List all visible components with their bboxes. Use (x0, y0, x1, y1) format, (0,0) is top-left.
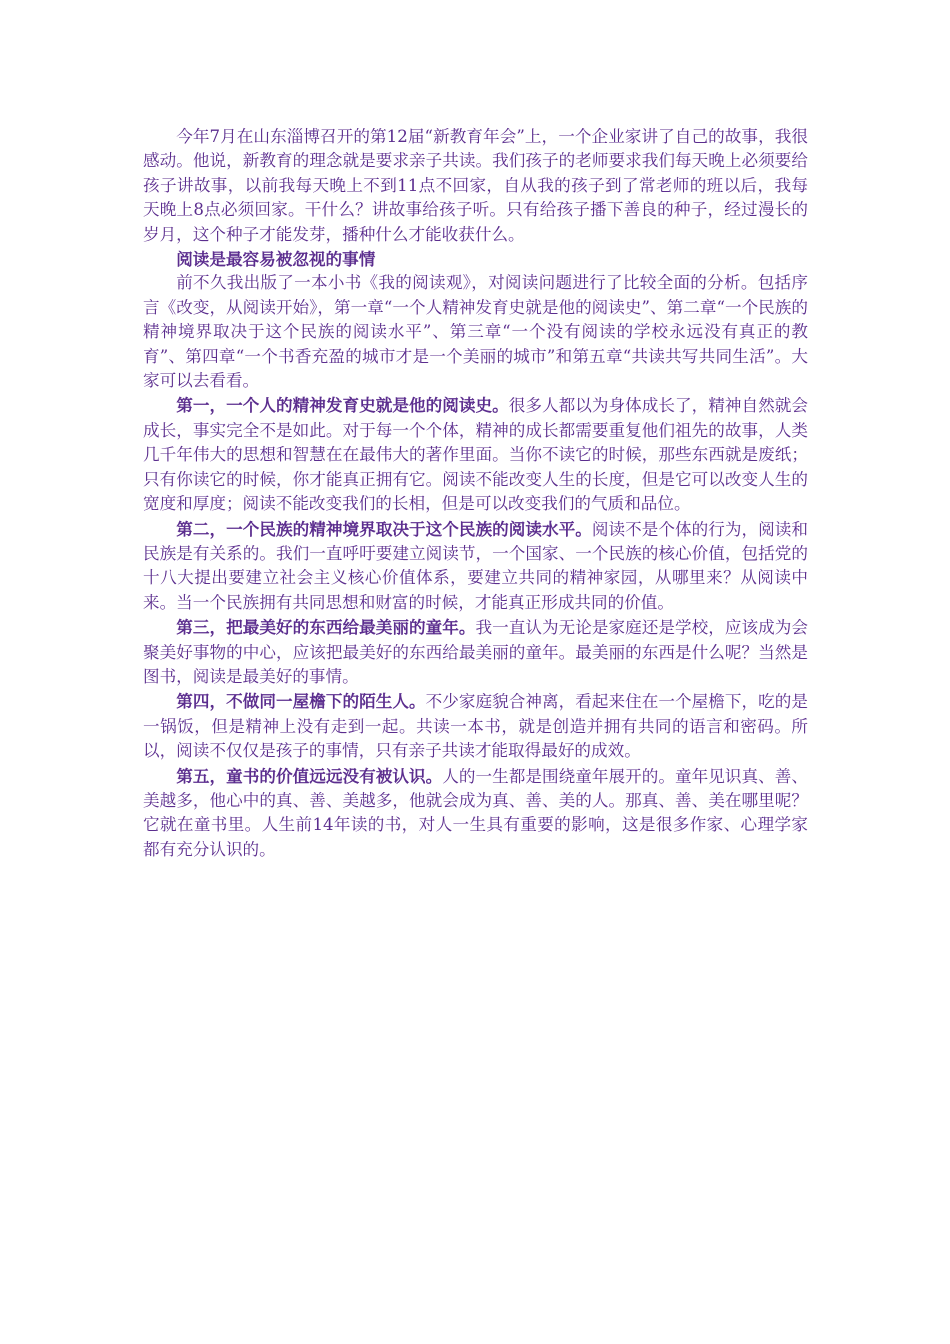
paragraph-point-five (143, 764, 808, 863)
paragraph-point-four (143, 689, 808, 763)
paragraph-point-two (143, 517, 808, 616)
paragraph-lead: 第一，一个人的精神发育史就是他的阅读史。 (176, 395, 509, 416)
paragraph-intro (143, 125, 808, 247)
paragraph-body: 人的一生都是围绕童年展开的。童年见识真、善、美越多，他心中的真、善、美越多，他就会成为真、善、美的人。那真、善、美在哪里呢？它就在童书里。人生前14年读的书，对人一生具有重要的影响，这是很多作家、心理学家都有充分认识的。 (143, 766, 809, 859)
document-body (143, 125, 808, 862)
paragraph-lead: 第五，童书的价值远远没有被认识。 (176, 765, 443, 786)
paragraph-lead: 第二，一个民族的精神境界取决于这个民族的阅读水平。 (176, 518, 592, 539)
paragraph-body: 前不久我出版了一本小书《我的阅读观》，对阅读问题进行了比较全面的分析。包括序言《改变，从阅读开始》，第一章“一个人精神发育史就是他的阅读史”、第二章“一个民族的精神境界取决于这个民族的阅读水平”、第三章“一个没有阅读的学校永远没有真正的教育”、第四章“一个书香充盈的城市才是一个美丽的城市”和第五章“共读共写共同生活”。大家可以去看看。 (143, 273, 808, 391)
paragraph-lead: 第三，把最美好的东西给最美丽的童年。 (176, 617, 476, 638)
paragraph-point-three (143, 615, 808, 689)
paragraph-body: 阅读不是个体的行为，阅读和民族是有关系的。我们一直呼吁要建立阅读节，一个国家、一个民族的核心价值，包括党的十八大提出要建立社会主义核心价值体系，要建立共同的精神家园，从哪里来？从阅读中来。当一个民族拥有共同思想和财富的时候，才能真正形成共同的价值。 (143, 519, 808, 612)
paragraph-body: 我一直认为无论是家庭还是学校，应该成为会聚美好事物的中心，应该把最美好的东西给最美丽的童年。最美丽的东西是什么呢？当然是图书，阅读是最美好的事情。 (143, 618, 809, 686)
section-heading-text: 阅读是最容易被忽视的事情 (176, 249, 376, 270)
paragraph-point-one (143, 393, 808, 516)
paragraph-body: 今年7月在山东淄博召开的第12届“新教育年会”上，一个企业家讲了自己的故事，我很感动。他说，新教育的理念就是要求亲子共读。我们孩子的老师要求我们每天晚上必须要给孩子讲故事，以前我每天晚上不到11点不回家，自从我的孩子到了常老师的班以后，我每天晚上8点必须回家。干什么？讲故事给孩子听。只有给孩子播下善良的种子，经过漫长的岁月，这个种子才能发芽，播种什么才能收获什么。 (143, 127, 808, 244)
section-heading (143, 247, 808, 271)
paragraph-book-overview (143, 271, 808, 393)
paragraph-body: 很多人都以为身体成长了，精神自然就会成长，事实完全不是如此。对于每一个个体，精神的成长都需要重复他们祖先的故事，人类几千年伟大的思想和智慧在在最伟大的著作里面。当你不读它的时候，那些东西就是废纸；只有你读它的时候，你才能真正拥有它。阅读不能改变人生的长度，但是它可以改变人生的宽度和厚度；阅读不能改变我们的长相，但是可以改变我们的气质和品位。 (143, 396, 809, 514)
paragraph-body: 不少家庭貌合神离，看起来住在一个屋檐下，吃的是一锅饭，但是精神上没有走到一起。共读一本书，就是创造并拥有共同的语言和密码。所以，阅读不仅仅是孩子的事情，只有亲子共读才能取得最好的成效。 (143, 692, 809, 761)
paragraph-lead: 第四，不做同一屋檐下的陌生人。 (176, 691, 426, 712)
